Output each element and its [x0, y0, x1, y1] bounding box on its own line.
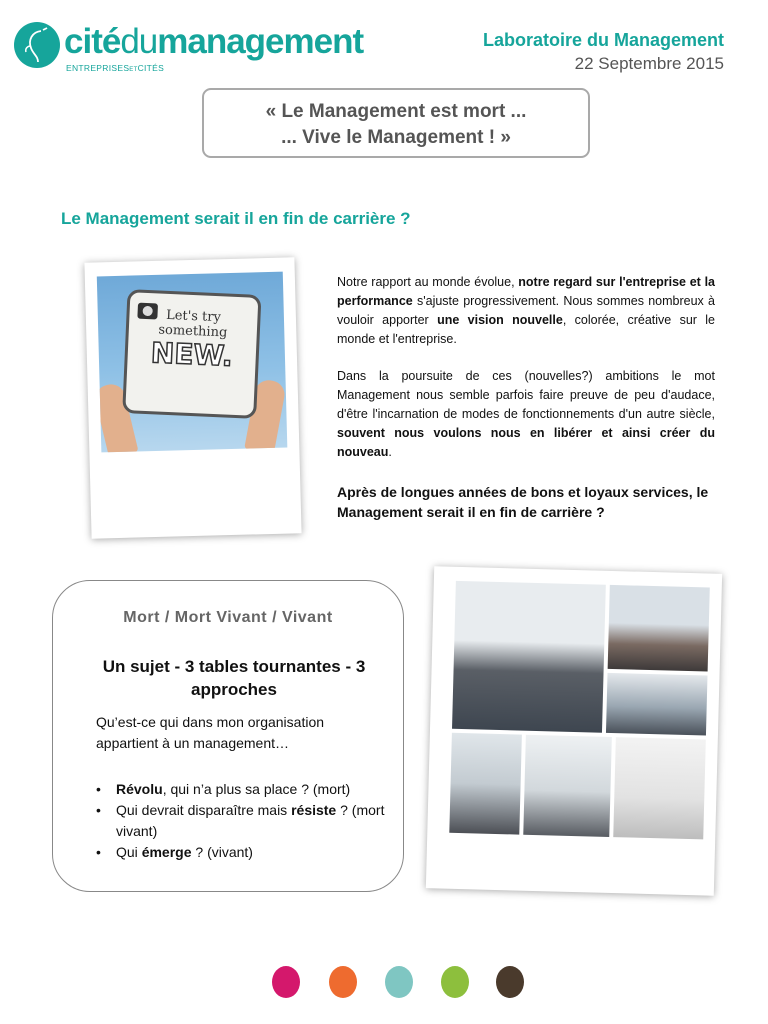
paragraph-1: [337, 273, 715, 349]
panel-subtitle: [84, 655, 384, 701]
sign-line3: NEW.: [150, 336, 234, 373]
logo-tagline: [66, 63, 164, 73]
collage-photo: [449, 733, 522, 835]
item-pre: Qui devrait disparaître mais: [116, 802, 292, 818]
p1-bold-d: une vision nouvelle: [437, 313, 563, 327]
p1-bold-b: notre regard sur l'entreprise et la performance: [337, 275, 715, 308]
color-dot: [496, 966, 524, 998]
logo-tagline-2: CITÉS: [137, 63, 165, 73]
section-title: Le Management serait il en fin de carrière ?: [61, 209, 411, 228]
list-item: [96, 800, 386, 842]
p1-text-c: s'ajuste progressivement. Nous sommes nombreux à vouloir apporter: [337, 294, 715, 327]
paragraph-2: [337, 367, 715, 462]
item-rest: , qui n’a plus sa place ? (mort): [162, 781, 351, 797]
panel-question: Qu’est-ce qui dans mon organisation appartient à un management…: [96, 714, 325, 751]
item-bold: résiste: [291, 802, 337, 818]
sign-line1: Let's try: [165, 307, 222, 326]
list-item: [96, 779, 386, 800]
color-dot: [272, 966, 300, 998]
item-rest: ? (vivant): [191, 844, 253, 860]
logo-wordmark: [64, 20, 363, 64]
sign-text: [135, 307, 250, 374]
p2-text-c: .: [388, 445, 392, 459]
workshop-photo-collage: [449, 581, 710, 840]
color-dot: [441, 966, 469, 998]
list-item: [96, 842, 386, 863]
color-dot: [385, 966, 413, 998]
main-title-line2: ... Vive le Management ! »: [281, 127, 511, 148]
photo-lets-try-something-new: [97, 272, 288, 453]
panel-subtitle-line1: Un sujet - 3 tables tournantes - 3: [102, 657, 366, 676]
logo-brand-management: management: [157, 22, 364, 61]
color-dots: [0, 966, 768, 1000]
collage-photo-large: [452, 581, 606, 733]
sign-line2: something: [158, 322, 228, 341]
panel-heading: Mort / Mort Vivant / Vivant: [123, 609, 333, 626]
polaroid-photo-collage: [426, 566, 722, 895]
collage-photo: [608, 585, 710, 672]
p2-text-a: Dans la poursuite de ces (nouvelles?) ambitions le mot Management nous semble parfois faire preuve de peu d'audace, d'être l'incarnation de modes de fonctionnements d'un autre siècle,: [337, 369, 715, 421]
item-bold: émerge: [141, 844, 192, 860]
logo-tagline-et: ET: [129, 67, 138, 73]
p2-bold-b: souvent nous voulons nous en libérer et ainsi créer du nouveau: [337, 426, 715, 459]
p1-text-a: Notre rapport au monde évolue,: [337, 275, 519, 289]
logo-brand-cite: cité: [64, 22, 121, 61]
logo-icon: [14, 22, 60, 68]
logo-tagline-1: ENTREPRISES: [66, 63, 130, 73]
item-pre: Qui: [116, 844, 142, 860]
main-title-box: [202, 88, 590, 158]
panel-list: [96, 779, 386, 863]
color-dot: [329, 966, 357, 998]
logo-brand-du: du: [120, 22, 158, 61]
item-bold: Révolu: [116, 781, 163, 797]
paragraph-3-question: Après de longues années de bons et loyaux services, le Management serait il en fin de carrière ?: [337, 484, 709, 520]
p1-text-e: , colorée, créative sur le monde et l'entreprise.: [337, 313, 716, 346]
main-title-line1: « Le Management est mort ...: [265, 101, 527, 122]
item-rest: ? (mort vivant): [116, 802, 385, 839]
sign-board: [122, 289, 261, 419]
polaroid-photo-sign: [84, 257, 301, 538]
panel-subtitle-line2: approches: [191, 680, 277, 699]
collage-photo-whiteboard: [613, 737, 706, 839]
header-date: 22 Septembre 2015: [574, 54, 724, 73]
collage-photo: [523, 735, 612, 837]
collage-photo: [606, 673, 708, 736]
logo-figure-icon: [14, 22, 60, 68]
header-title: Laboratoire du Management: [482, 30, 724, 50]
